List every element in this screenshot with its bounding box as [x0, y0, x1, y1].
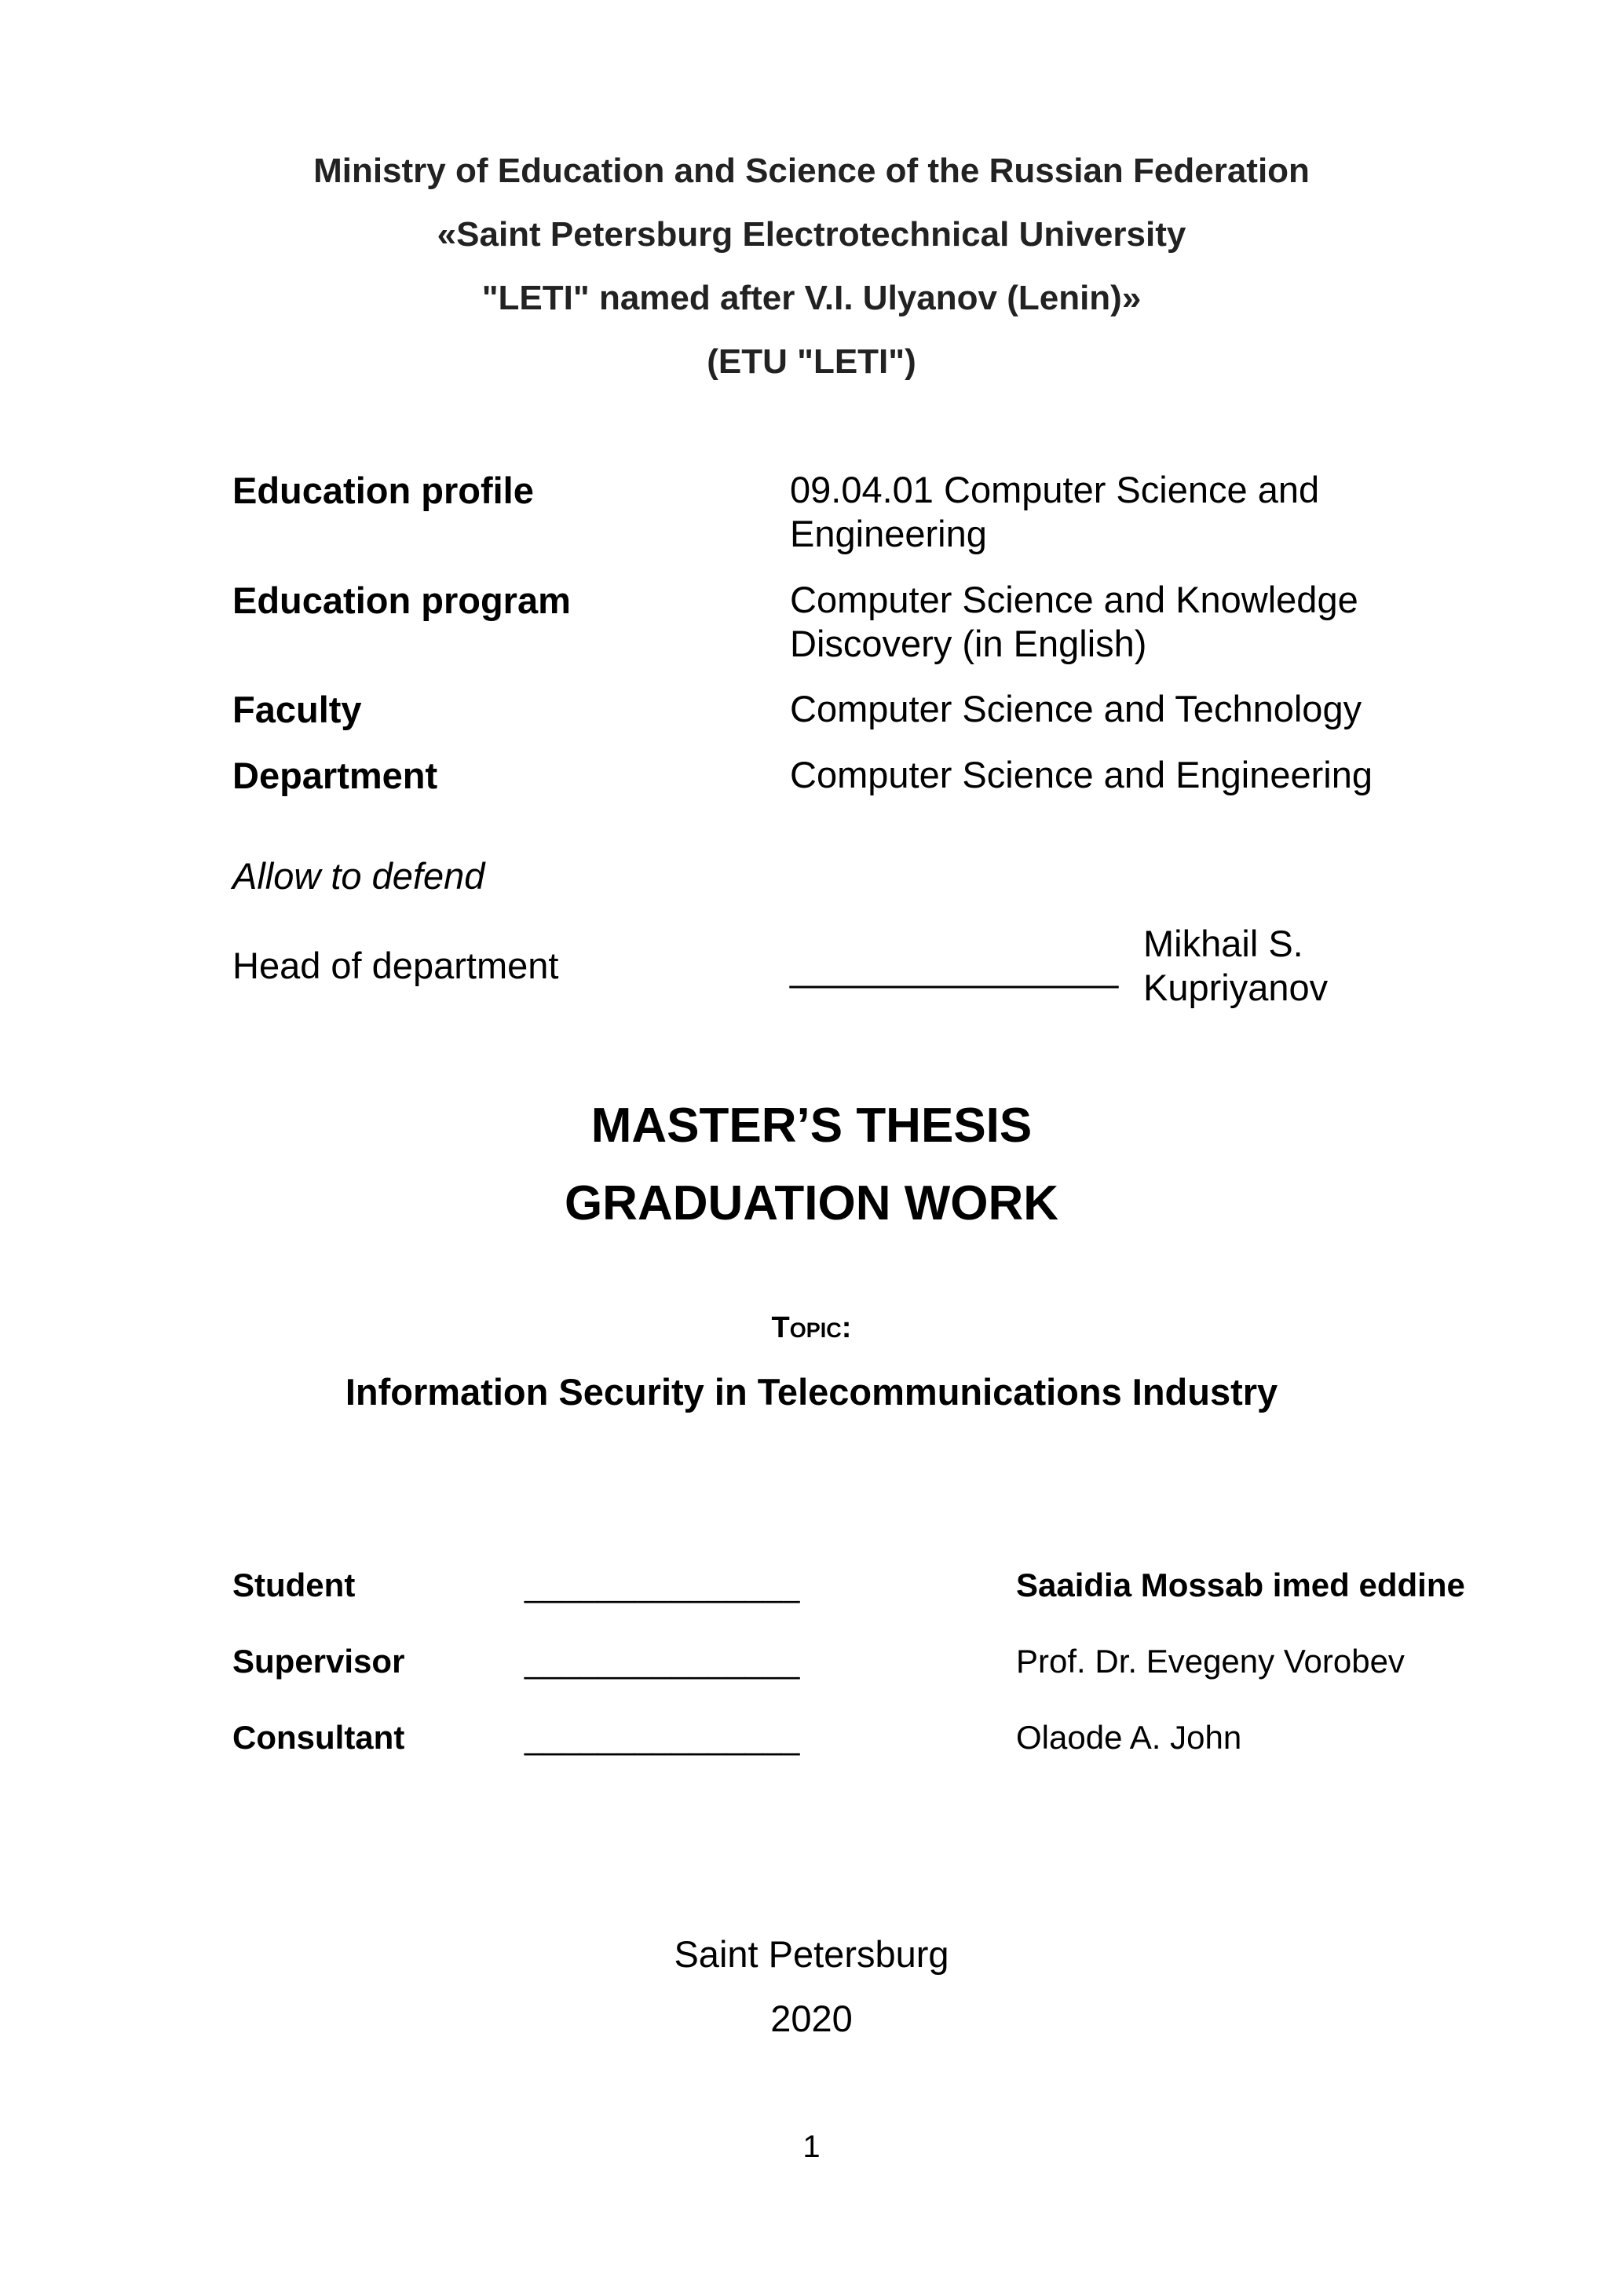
student-name: Saaidia Mossab imed eddine	[1016, 1567, 1465, 1603]
department-label: Department	[232, 755, 438, 796]
graduation-work-title: GRADUATION WORK	[564, 1176, 1059, 1230]
page-number: 1	[802, 2130, 821, 2164]
topic-label: Topic:	[771, 1311, 852, 1344]
education-program-label: Education program	[232, 579, 571, 621]
supervisor-signature-line: _______________	[525, 1643, 800, 1680]
head-signature-line: ________________	[790, 947, 1119, 989]
student-signature-line: _______________	[525, 1567, 800, 1603]
department-value: Computer Science and Engineering	[790, 754, 1373, 795]
head-of-department-label: Head of department	[232, 945, 559, 986]
consultant-name: Olaode A. John	[1016, 1719, 1242, 1756]
head-name-line2: Kupriyanov	[1143, 967, 1329, 1008]
year: 2020	[770, 1998, 853, 2039]
student-label: Student	[232, 1567, 356, 1603]
head-name-line1: Mikhail S.	[1143, 923, 1303, 964]
faculty-value: Computer Science and Technology	[790, 688, 1362, 729]
topic-title: Information Security in Telecommunications Industry	[345, 1371, 1278, 1413]
ministry-heading: Ministry of Education and Science of the Russian Federation	[313, 152, 1310, 190]
education-profile-label: Education profile	[232, 470, 534, 511]
university-abbreviation: (ETU "LETI")	[707, 342, 916, 381]
university-name-line2: "LETI" named after V.I. Ulyanov (Lenin)»	[481, 279, 1142, 317]
supervisor-name: Prof. Dr. Evegeny Vorobev	[1016, 1643, 1405, 1680]
education-program-value: Computer Science and Knowledge Discovery (in English)	[790, 579, 1358, 664]
thesis-title: MASTER’S THESIS	[590, 1099, 1033, 1153]
university-name-line1: «Saint Petersburg Electrotechnical University	[437, 215, 1186, 254]
consultant-signature-line: _______________	[525, 1719, 800, 1756]
head-of-department-name	[1143, 922, 1328, 1010]
supervisor-label: Supervisor	[232, 1643, 405, 1680]
education-profile-value: 09.04.01 Computer Science and Engineering	[790, 469, 1320, 554]
consultant-label: Consultant	[232, 1719, 405, 1756]
allow-to-defend-text: Allow to defend	[232, 855, 485, 897]
faculty-label: Faculty	[232, 689, 362, 730]
city: Saint Petersburg	[674, 1933, 949, 1975]
